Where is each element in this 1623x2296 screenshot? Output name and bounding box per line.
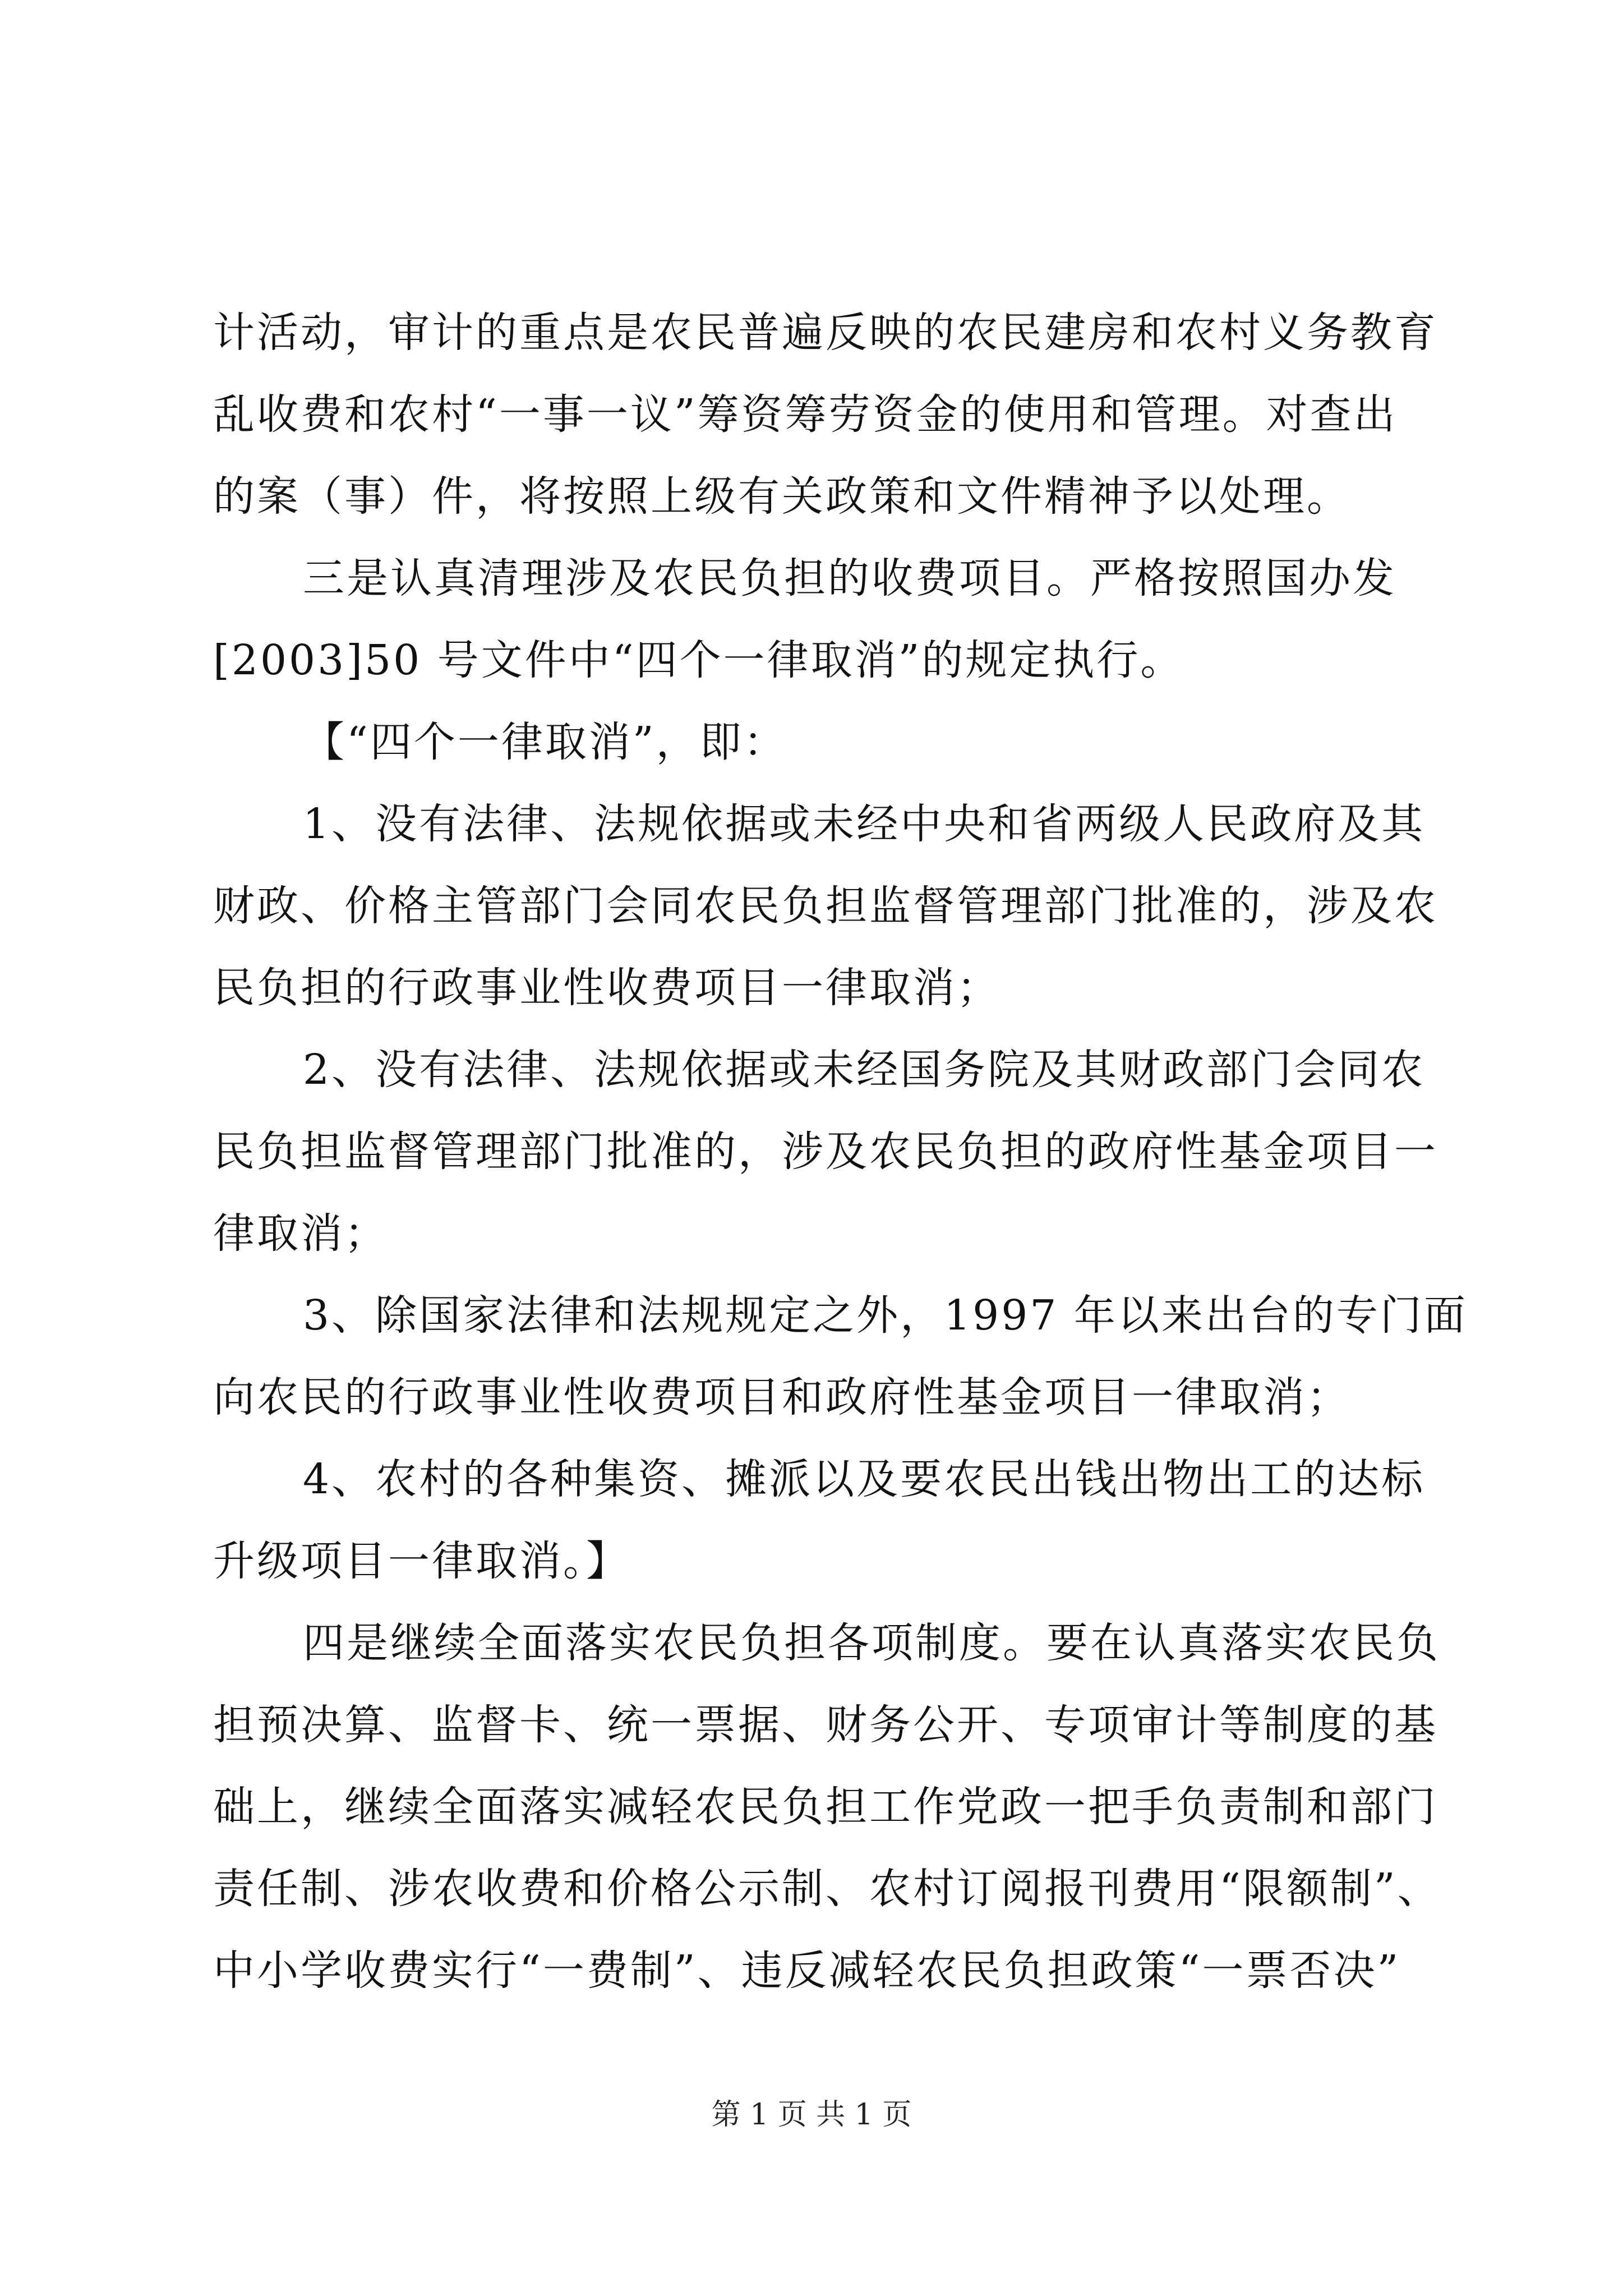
text-line: 民负担监督管理部门批准的，涉及农民负担的政府性基金项目一 bbox=[213, 1128, 1438, 1176]
text-line: 担预决算、监督卡、统一票据、财务公开、专项审计等制度的基 bbox=[213, 1701, 1438, 1749]
text-line: 民负担的行政事业性收费项目一律取消； bbox=[213, 964, 1000, 1012]
list-item-3-line: 3、除国家法律和法规规定之外，1997 年以来出台的专门面 bbox=[303, 1291, 1468, 1340]
text-line: 的案（事）件，将按照上级有关政策和文件精神予以处理。 bbox=[213, 472, 1350, 521]
text-line: 财政、价格主管部门会同农民负担监督管理部门批准的，涉及农 bbox=[213, 882, 1438, 930]
text-line: 中小学收费实行“一费制”、违反减轻农民负担政策“一票否决” bbox=[213, 1947, 1401, 1995]
paragraph-start-line: 四是继续全面落实农民负担各项制度。要在认真落实农民负 bbox=[303, 1619, 1440, 1667]
text-line: 向农民的行政事业性收费项目和政府性基金项目一律取消； bbox=[213, 1373, 1350, 1421]
text-line: 责任制、涉农收费和价格公示制、农村订阅报刊费用“限额制”、 bbox=[213, 1865, 1441, 1913]
page-number: 第 1 页 共 1 页 bbox=[711, 2098, 912, 2132]
list-item-1-line: 1、没有法律、法规依据或未经中央和省两级人民政府及其 bbox=[303, 800, 1426, 848]
body-text bbox=[213, 292, 1468, 2012]
text-line: 升级项目一律取消。】 bbox=[213, 1537, 630, 1585]
page-footer bbox=[0, 2095, 1623, 2134]
list-item-4-line: 4、农村的各种集资、摊派以及要农民出钱出物出工的达标 bbox=[303, 1455, 1426, 1503]
paragraph-start-line: 三是认真清理涉及农民负担的收费项目。严格按照国办发 bbox=[303, 554, 1396, 602]
text-line: 乱收费和农村“一事一议”筹资筹劳资金的使用和管理。对查出 bbox=[213, 390, 1398, 439]
paragraph-start-line: 【“四个一律取消”，即： bbox=[303, 718, 787, 766]
text-line: 础上，继续全面落实减轻农民负担工作党政一把手负责制和部门 bbox=[213, 1783, 1438, 1831]
text-line: 计活动，审计的重点是农民普遍反映的农民建房和农村义务教育 bbox=[213, 309, 1438, 357]
text-line: [2003]50 号文件中“四个一律取消”的规定执行。 bbox=[213, 636, 1184, 684]
list-item-2-line: 2、没有法律、法规依据或未经国务院及其财政部门会同农 bbox=[303, 1046, 1426, 1094]
text-line: 律取消； bbox=[213, 1209, 388, 1258]
